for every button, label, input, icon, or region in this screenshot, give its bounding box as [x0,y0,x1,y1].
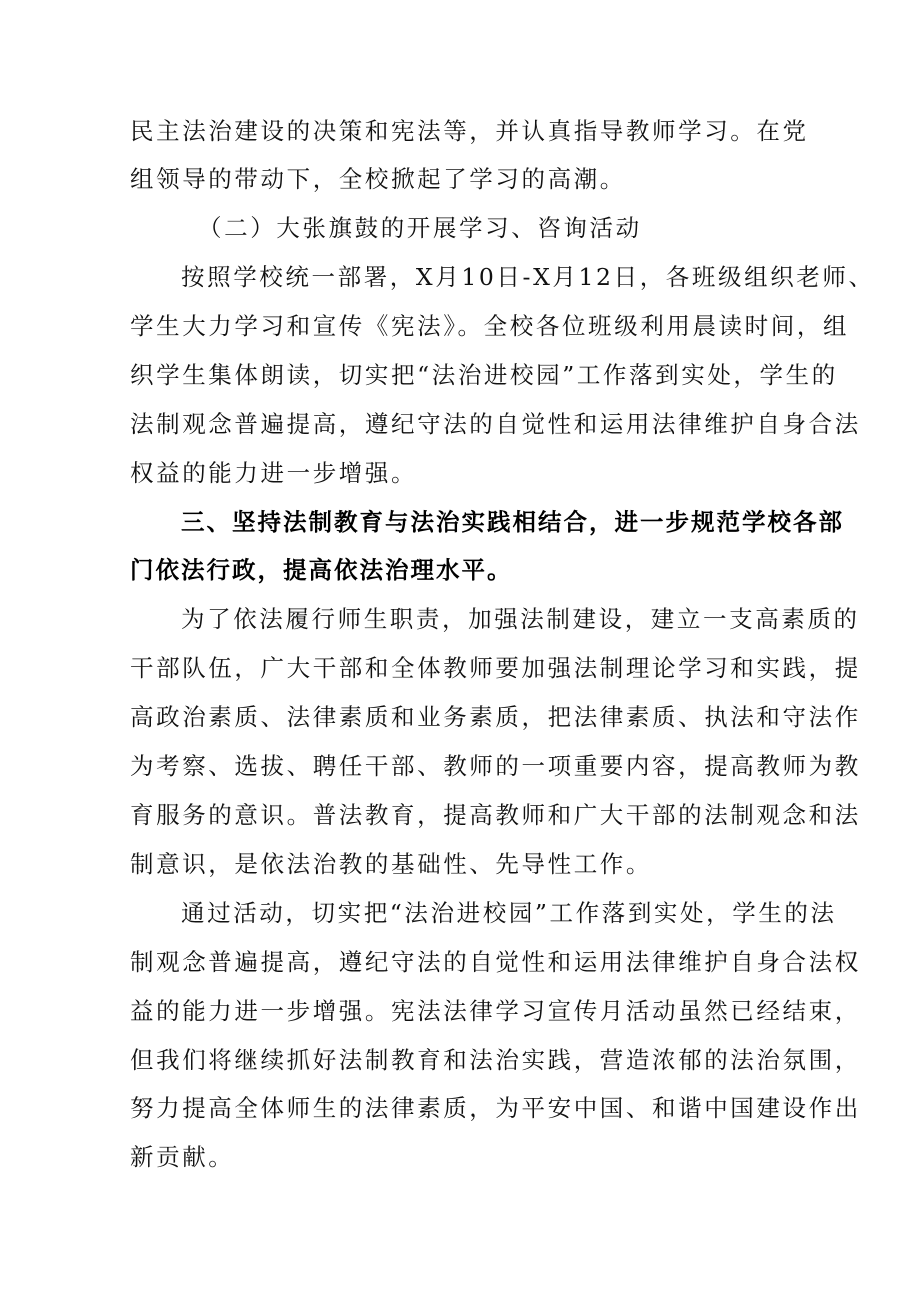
section-heading: 门依法行政，提高依法治理水平。 [130,556,513,584]
text-line: 努力提高全体师生的法律素质，为平安中国、和谐中国建设作出 [130,1094,861,1122]
text-line: 新贡献。 [130,1143,235,1171]
text-line: 制观念普遍提高，遵纪守法的自觉性和运用法律维护自身合法权 [130,948,861,976]
text-line: 高政治素质、法律素质和业务素质，把法律素质、执法和守法作 [130,703,861,731]
text-line: 制意识，是依法治教的基础性、先导性工作。 [130,850,652,878]
text-line: 织学生集体朗读，切实把“法治进校园”工作落到实处，学生的 [130,361,838,389]
text-line: 通过活动，切实把“法治进校园”工作落到实处，学生的法 [181,899,837,927]
text-line: 组领导的带动下，全校掀起了学习的高潮。 [130,165,626,193]
text-line: 但我们将继续抓好法制教育和法治实践，营造浓郁的法治氛围， [130,1046,861,1074]
text-line: 育服务的意识。普法教育，提高教师和广大干部的法制观念和法 [130,801,861,829]
text-line: 民主法治建设的决策和宪法等，并认真指导教师学习。在党 [130,117,809,145]
text-line: 按照学校统一部署，X月10日-X月12日，各班级组织老师、 [181,263,875,291]
text-line: 学生大力学习和宣传《宪法》。全校各位班级利用晨读时间，组 [130,312,850,340]
section-heading: 三、坚持法制教育与法治实践相结合，进一步规范学校各部 [181,508,844,536]
subheading: （二）大张旗鼓的开展学习、咨询活动 [198,214,642,242]
text-line: 为考察、选拔、聘任干部、教师的一项重要内容，提高教师为教 [130,752,861,780]
text-line: 为了依法履行师生职责，加强法制建设，建立一支高素质的 [181,605,860,633]
text-line: 益的能力进一步增强。宪法法律学习宣传月活动虽然已经结束， [130,997,861,1025]
text-line: 权益的能力进一步增强。 [130,459,418,487]
text-line: 干部队伍，广大干部和全体教师要加强法制理论学习和实践，提 [130,654,861,682]
text-line: 法制观念普遍提高，遵纪守法的自觉性和运用法律维护自身合法 [130,410,861,438]
